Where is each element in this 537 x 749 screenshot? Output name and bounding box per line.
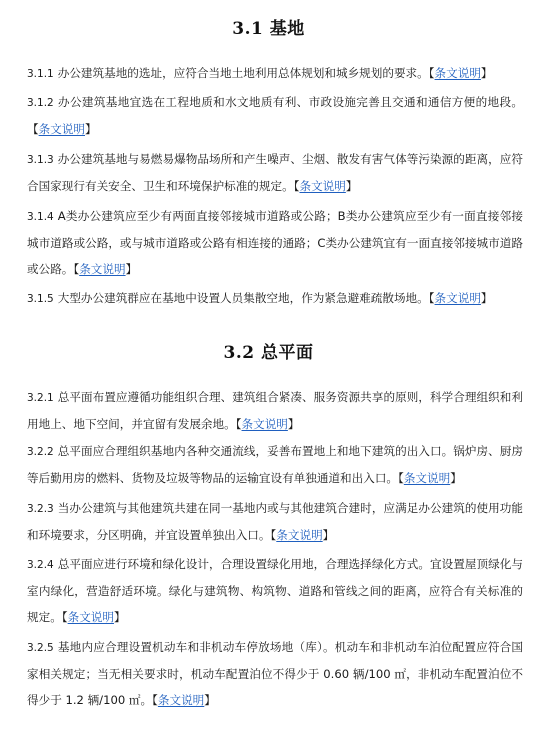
bracket-close: 】 [287, 417, 300, 431]
clause [27, 60, 523, 87]
clause [27, 203, 523, 282]
bracket-close: 】 [125, 262, 138, 276]
clause-explanation-link[interactable]: 条文说明 [67, 610, 114, 624]
clause-explanation-link[interactable]: 条文说明 [241, 417, 288, 431]
clause [27, 89, 523, 142]
clause-number: 3.1.1 [27, 68, 54, 80]
bracket-close: 】 [450, 471, 462, 485]
bracket-open: 【 [27, 122, 39, 136]
clause-text: 办公建筑基地与易燃易爆物品场所和产生噪声、尘烟、散发有害气体等污染源的距离，应符合国家现行有关安全、卫生和环境保护标准的规定。 [27, 152, 523, 193]
bracket-close: 】 [322, 528, 335, 542]
clause-explanation-link[interactable]: 条文说明 [157, 693, 205, 707]
clause [27, 495, 523, 548]
clause-number: 3.2.4 [27, 559, 54, 571]
section-title: 3.1 基地 [232, 19, 305, 39]
clause [27, 551, 523, 630]
bracket-open: 【 [152, 693, 158, 707]
clause-text: 办公建筑基地宜选在工程地质和水文地质有利、市政设施完善且交通和通信方便的地段。 [57, 95, 523, 109]
clause-explanation-link[interactable]: 条文说明 [276, 528, 323, 542]
clause [27, 285, 523, 312]
bracket-open: 【 [73, 262, 80, 276]
clause-number: 3.2.1 [27, 392, 54, 404]
bracket-open: 【 [61, 610, 68, 624]
clause-explanation-link[interactable]: 条文说明 [434, 291, 481, 305]
section-title: 3.2 总平面 [223, 343, 314, 363]
bracket-close: 】 [345, 179, 358, 193]
clause-number: 3.2.3 [27, 503, 54, 515]
clause-number: 3.1.4 [27, 211, 54, 223]
clause-number: 3.1.5 [27, 293, 54, 305]
clause-explanation-link[interactable]: 条文说明 [403, 471, 451, 485]
clause-number: 3.2.5 [27, 642, 54, 654]
clause-explanation-link[interactable]: 条文说明 [79, 262, 126, 276]
clause [27, 384, 523, 437]
clause-number: 3.2.2 [27, 446, 54, 458]
bracket-close: 】 [85, 122, 97, 136]
bracket-open: 【 [398, 471, 404, 485]
bracket-open: 【 [270, 528, 277, 542]
bracket-open: 【 [293, 179, 300, 193]
clause-explanation-link[interactable]: 条文说明 [299, 179, 346, 193]
bracket-close: 】 [480, 291, 493, 305]
clause-explanation-link[interactable]: 条文说明 [434, 66, 481, 80]
clause-text: 总平面应进行环境和绿化设计，合理设置绿化用地，合理选择绿化方式。宜设置屋顶绿化与室内绿化，营造舒适环境。绿化与建筑物、构筑物、道路和管线之间的距离，应符合有关标准的规定。 [27, 557, 523, 624]
bracket-open: 【 [428, 291, 435, 305]
clause-text: 总平面应合理组织基地内各种交通流线，妥善布置地上和地下建筑的出入口。锅炉房、厨房等后勤用房的燃料、货物及垃圾等物品的运输宜设有单独通道和出入口。 [27, 444, 523, 485]
clause-text: 办公建筑基地的选址，应符合当地土地利用总体规划和城乡规划的要求。 [57, 66, 429, 80]
clause-text: A类办公建筑应至少有两面直接邻接城市道路或公路；B类办公建筑应至少有一面直接邻接城市道路或公路，或与城市道路或公路有相连接的通路；C类办公建筑宜有一面直接邻接城市道路或公路。 [27, 209, 523, 276]
bracket-close: 】 [480, 66, 493, 80]
clause-text: 当办公建筑与其他建筑共建在同一基地内或与其他建筑合建时，应满足办公建筑的使用功能和环境要求，分区明确，并宜设置单独出入口。 [27, 501, 523, 542]
clause-text: 总平面布置应遵循功能组织合理、建筑组合紧凑、服务资源共享的原则，科学合理组织和利用地上、地下空间，并宜留有发展余地。 [27, 390, 523, 431]
clause-explanation-link[interactable]: 条文说明 [38, 122, 85, 136]
bracket-close: 】 [204, 693, 216, 707]
bracket-open: 【 [235, 417, 242, 431]
bracket-close: 】 [113, 610, 126, 624]
clause [27, 634, 523, 713]
clause-number: 3.1.2 [27, 97, 54, 109]
clause-text: 基地内应合理设置机动车和非机动车停放场地（库）。机动车和非机动车泊位配置应符合国家相关规定；当无相关要求时，机动车配置泊位不得少于 0.60 辆/100 ㎡，非机动车配置泊位不得少于 1.2 辆/100 ㎡。 [27, 640, 523, 707]
clause-text: 大型办公建筑群应在基地中设置人员集散空地，作为紧急避难疏散场地。 [57, 291, 429, 305]
bracket-open: 【 [428, 66, 435, 80]
clause-number: 3.1.3 [27, 154, 54, 166]
clause [27, 438, 523, 491]
clause [27, 146, 523, 199]
